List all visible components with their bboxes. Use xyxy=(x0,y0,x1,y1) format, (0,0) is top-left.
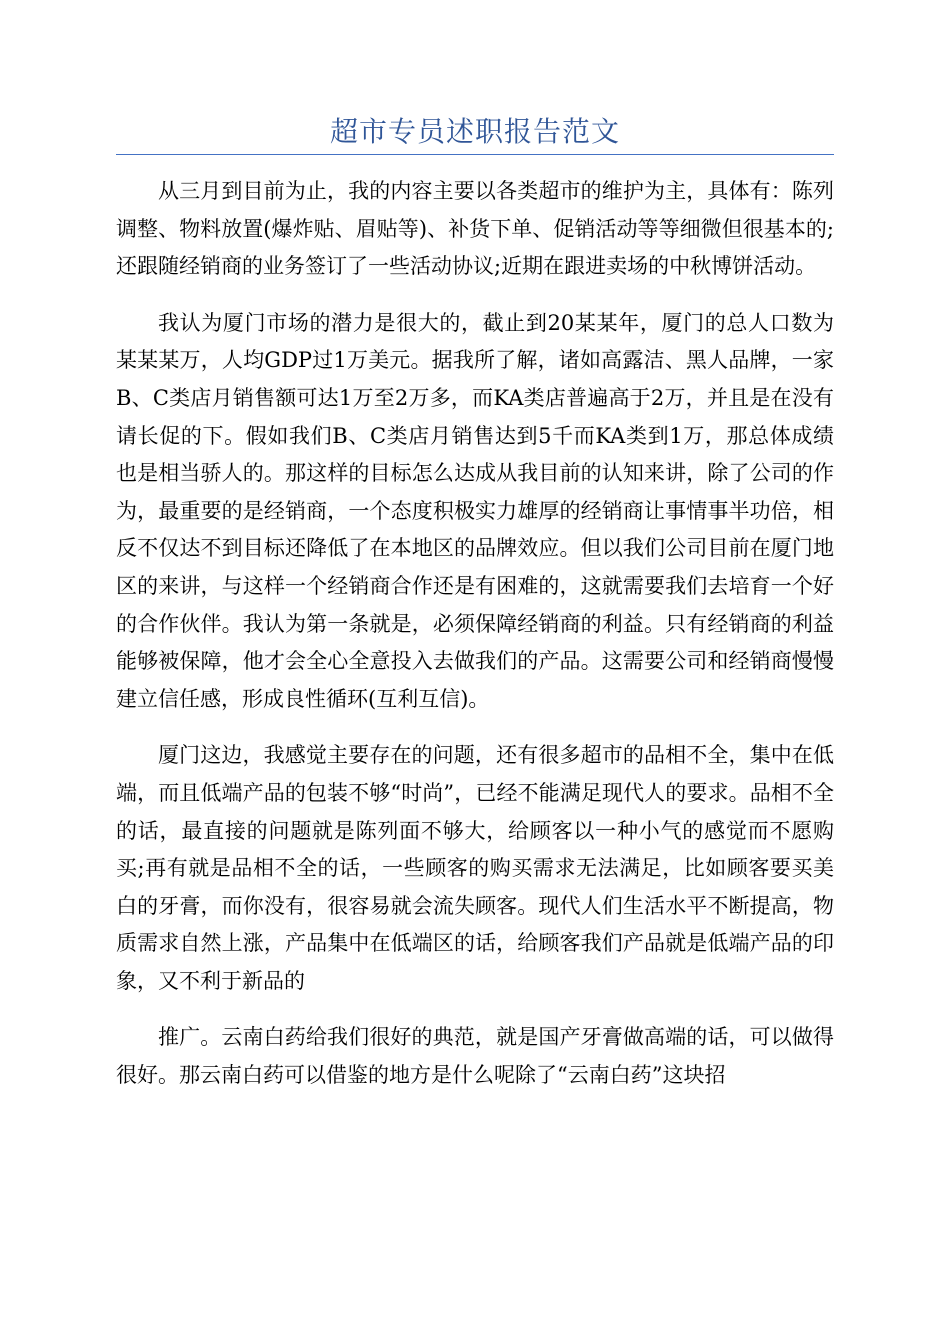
document-title: 超市专员述职报告范文 xyxy=(329,115,620,148)
paragraph-3: 厦门这边，我感觉主要存在的问题，还有很多超市的品相不全，集中在低端，而且低端产品的包装不够“时尚”，已经不能满足现代人的要求。品相不全的话，最直接的问题就是陈列面不够大，给顾客以一种小气的感觉而不愿购买;再有就是品相不全的话，一些顾客的购买需求无法满足，比如顾客要买美白的牙膏，而你没有，很容易就会流失顾客。现代人们生活水平不断提高，物质需求自然上涨，产品集中在低端区的话，给顾客我们产品就是低端产品的印象，又不利于新品的 xyxy=(116,743,834,993)
paragraph-4: 推广。云南白药给我们很好的典范，就是国产牙膏做高端的话，可以做得很好。那云南白药可以借鉴的地方是什么呢除了“云南白药”这块招 xyxy=(116,1025,834,1088)
title-underline xyxy=(116,154,834,155)
paragraph-1: 从三月到目前为止，我的内容主要以各类超市的维护为主，具体有：陈列调整、物料放置(爆炸贴、眉贴等)、补货下单、促销活动等等细微但很基本的;还跟随经销商的业务签订了一些活动协议;近期在跟进卖场的中秋博饼活动。 xyxy=(116,179,834,279)
document-body xyxy=(116,173,834,1114)
paragraph-2: 我认为厦门市场的潜力是很大的，截止到20某某年，厦门的总人口数为某某某万，人均GDP过1万美元。据我所了解，诸如高露洁、黑人品牌，一家B、C类店月销售额可达1万至2万多，而KA类店普遍高于2万，并且是在没有请长促的下。假如我们B、C类店月销售达到5千而KA类到1万，那总体成绩也是相当骄人的。那这样的目标怎么达成从我目前的认知来讲，除了公司的作为，最重要的是经销商，一个态度积极实力雄厚的经销商让事情事半功倍，相反不仅达不到目标还降低了在本地区的品牌效应。但以我们公司目前在厦门地区的来讲，与这样一个经销商合作还是有困难的，这就需要我们去培育一个好的合作伙伴。我认为第一条就是，必须保障经销商的利益。只有经销商的利益能够被保障，他才会全心全意投入去做我们的产品。这需要公司和经销商慢慢建立信任感，形成良性循环(互利互信)。 xyxy=(116,310,834,711)
